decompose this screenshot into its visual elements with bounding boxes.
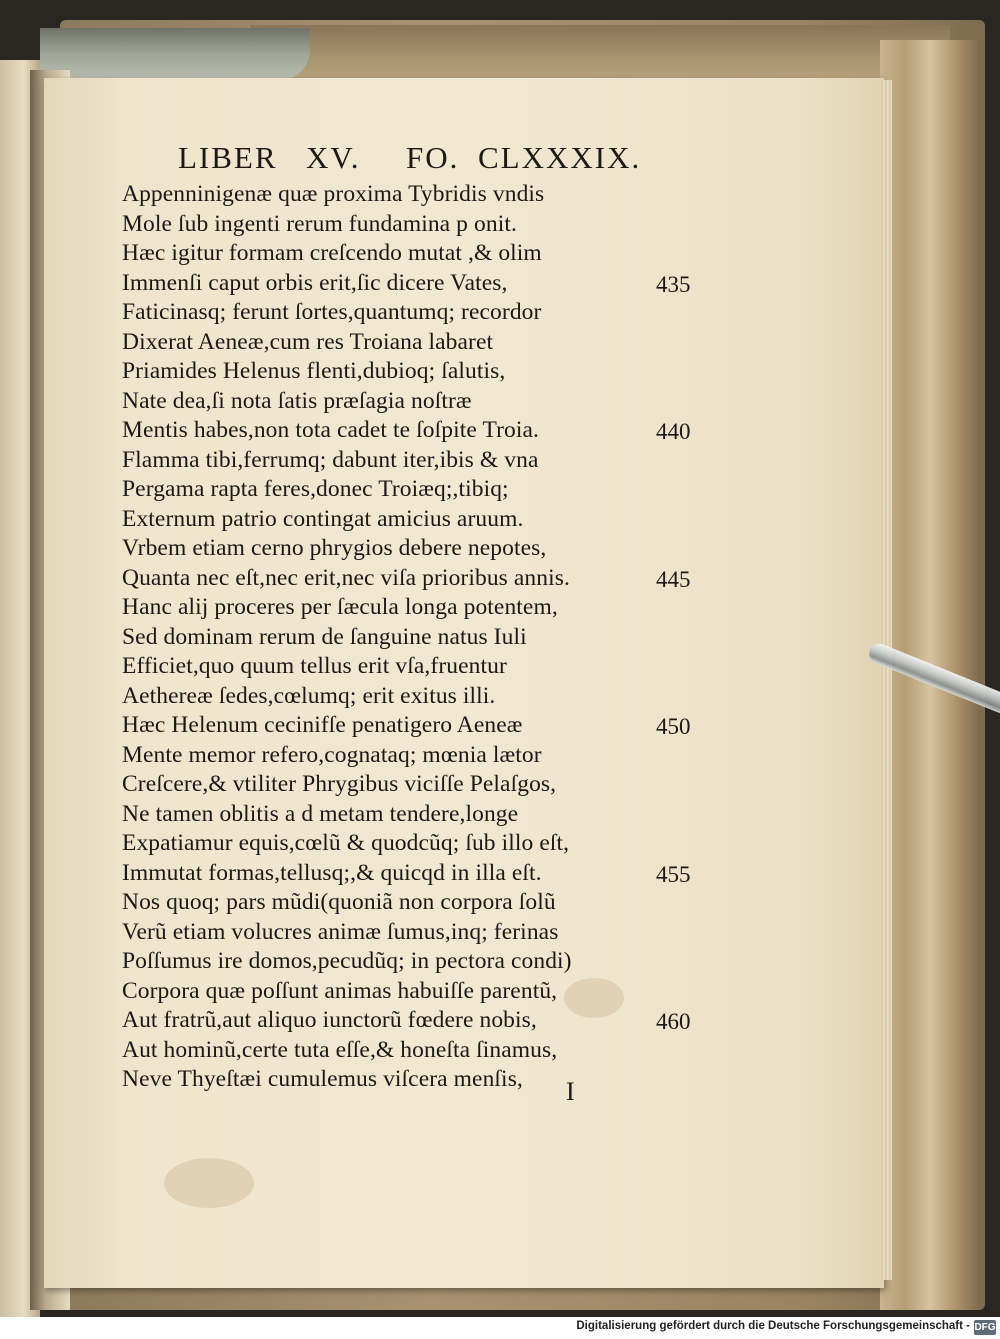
verse-line: Pergama rapta feres,donec Troiæq;,tibiq; bbox=[122, 476, 509, 502]
header-folio-number: CLXXXIX. bbox=[478, 140, 642, 175]
line-number: 450 bbox=[656, 714, 691, 739]
line-number: 435 bbox=[656, 271, 691, 297]
verse-line: Aut hominũ,certe tuta eſſe,& honeſta ſinamus, bbox=[122, 1036, 558, 1063]
verse-line: Nate dea,ſi nota ſatis præſagia noſtræ bbox=[122, 387, 472, 414]
header-liber: LIBER bbox=[178, 140, 278, 175]
signature-mark: I bbox=[566, 1077, 575, 1106]
dfg-logo-icon: DFG bbox=[974, 1322, 996, 1333]
verse-line: Efficiet,quo quum tellus erit vſa,fruentur bbox=[122, 653, 507, 679]
verse-line: Corpora quæ poſſunt animas habuiſſe parentũ, bbox=[122, 977, 558, 1004]
verse-line: Nos quoq; pars mũdi(quoniã non corpora ſolũ bbox=[122, 889, 556, 915]
verse-line: Hanc alij proceres per ſæcula longa potentem, bbox=[122, 594, 558, 620]
verse-line: Verũ etiam volucres animæ ſumus,inq; ferinas bbox=[122, 918, 559, 945]
paper-stain bbox=[164, 1158, 254, 1208]
verse-line: Appenninigenæ quæ proxima Tybridis vndis bbox=[122, 181, 545, 207]
verse-line: Creſcere,& vtiliter Phrygibus viciſſe Pelaſgos, bbox=[122, 771, 557, 797]
verse-line: Priamides Helenus flenti,dubioq; ſalutis, bbox=[122, 358, 506, 384]
verse-line: Mentis habes,non tota cadet te ſoſpite Troia. bbox=[122, 417, 539, 443]
binding-clasp bbox=[40, 28, 310, 80]
verse-line: Flamma tibi,ferrumq; dabunt iter,ibis & vna bbox=[122, 446, 539, 473]
verse-line: Hæc igitur formam creſcendo mutat ,& olim bbox=[122, 240, 542, 266]
header-book-number: XV. bbox=[306, 140, 361, 175]
running-header bbox=[178, 140, 642, 180]
verse-line: Faticinasq; ferunt ſortes,quantumq; recordor bbox=[122, 299, 542, 325]
verse-line: Ne tamen oblitis a d metam tendere,longe bbox=[122, 800, 519, 827]
line-number: 440 bbox=[656, 419, 691, 444]
line-number: 445 bbox=[656, 566, 691, 592]
verse-line: Aethereæ ſedes,cœlumq; erit exitus illi. bbox=[122, 682, 496, 709]
verse-line: Externum patrio contingat amicius aruum. bbox=[122, 505, 524, 532]
footer-bar bbox=[0, 1317, 1000, 1339]
book-board-top-edge bbox=[250, 25, 950, 80]
verse-line: Vrbem etiam cerno phrygios debere nepotes, bbox=[122, 535, 547, 561]
verse-line: Immenſi caput orbis erit,ſic dicere Vates, bbox=[122, 269, 508, 296]
verse-line: Sed dominam rerum de ſanguine natus Iuli bbox=[122, 623, 527, 650]
verse-line: Quanta nec eſt,nec erit,nec viſa prioribus annis. bbox=[122, 564, 570, 591]
verse-line: Hæc Helenum cecinifſe penatigero Aeneæ bbox=[122, 712, 523, 738]
verse-line: Aut fratrũ,aut aliquo iunctorũ fœdere nobis, bbox=[122, 1007, 537, 1033]
verse-line: Immutat formas,tellusq;,& quicqd in illa eſt. bbox=[122, 859, 542, 886]
page-stack-edge bbox=[880, 80, 892, 1280]
verse-line: Mole ſub ingenti rerum fundamina p onit. bbox=[122, 210, 517, 237]
verse-line: Poſſumus ire domos,pecudũq; in pectora condi) bbox=[122, 948, 572, 974]
verse-line: Neve Thyeſtæi cumulemus viſcera menſis, bbox=[122, 1066, 523, 1092]
line-number: 455 bbox=[656, 861, 691, 887]
verse-line: Expatiamur equis,cœlũ & quodcũq; ſub illo eſt, bbox=[122, 830, 570, 856]
paper-stain bbox=[564, 978, 624, 1018]
verse-line: Dixerat Aeneæ,cum res Troiana labaret bbox=[122, 328, 494, 355]
header-fo: FO. bbox=[406, 140, 460, 175]
line-number: 460 bbox=[656, 1009, 691, 1034]
footer-credit: Digitalisierung gefördert durch die Deutsche Forschungsgemeinschaft - bbox=[576, 1320, 970, 1332]
verse-line: Mente memor refero,cognataq; mœnia lætor bbox=[122, 741, 542, 768]
